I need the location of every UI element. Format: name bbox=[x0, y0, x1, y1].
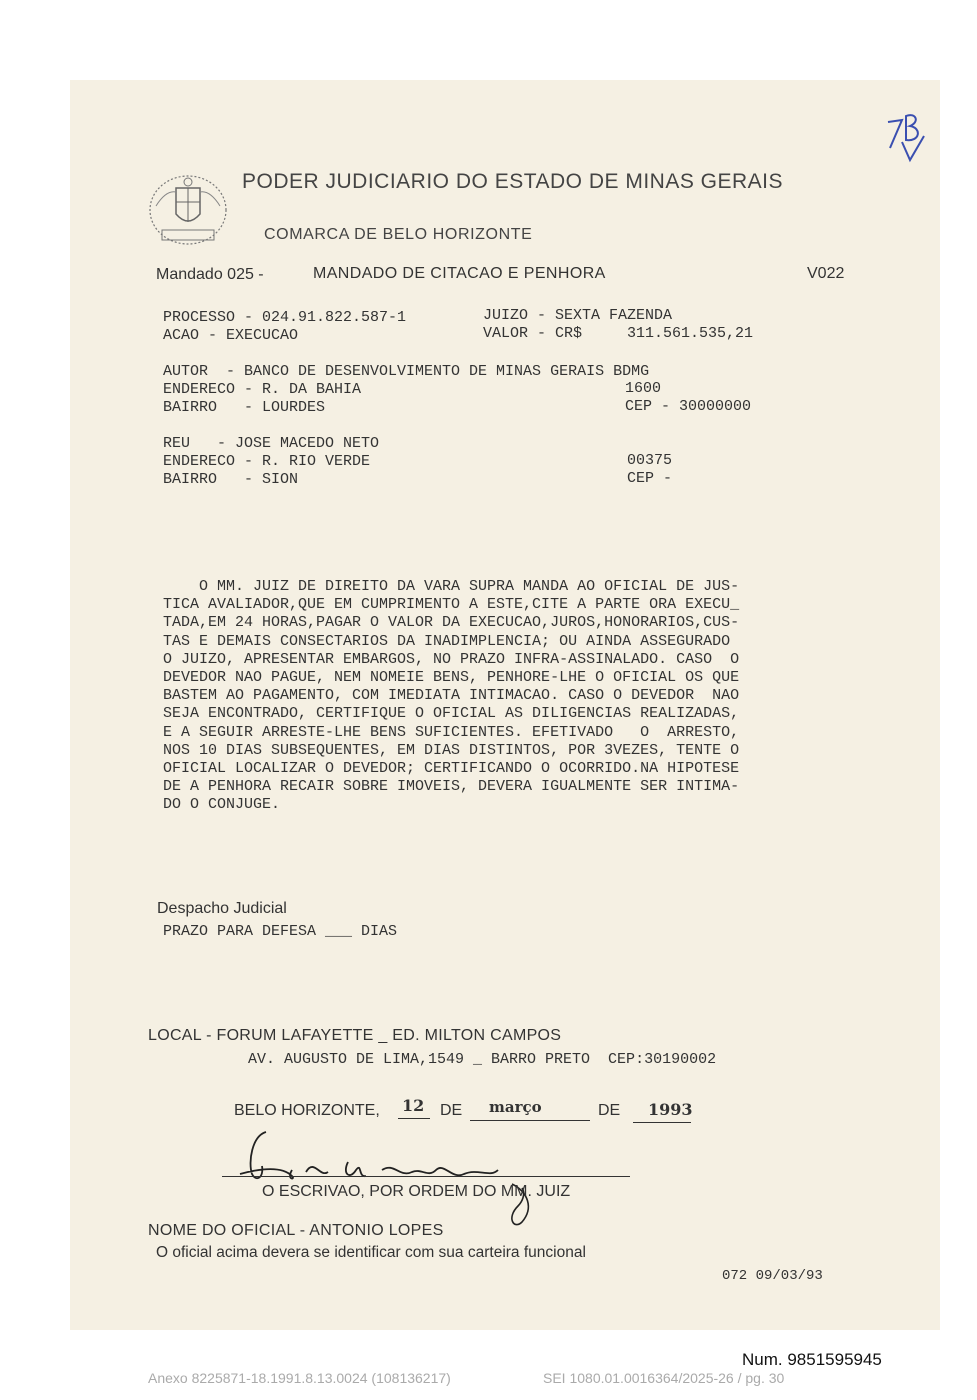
document-number: Num. 9851595945 bbox=[742, 1350, 882, 1369]
form-code: 072 09/03/93 bbox=[722, 1268, 823, 1284]
autor-cep: CEP - 30000000 bbox=[625, 398, 752, 415]
local-label: LOCAL - FORUM LAFAYETTE _ ED. MILTON CAMPOS bbox=[148, 1027, 562, 1044]
valor-field: VALOR - CR$ 311.561.535,21 bbox=[483, 325, 754, 342]
date-de-1: DE bbox=[440, 1102, 463, 1119]
body-line: SEJA ENCONTRADO, CERTIFIQUE O OFICIAL AS DILIGENCIAS REALIZADAS, bbox=[163, 705, 740, 723]
handwritten-page-note bbox=[880, 108, 940, 168]
body-line: NOS 10 DIAS SUBSEQUENTES, EM DIAS DISTINTOS, POR 3VEZES, TENTE O bbox=[163, 741, 740, 759]
oficial-identification-note: O oficial acima devera se identificar com sua carteira funcional bbox=[156, 1244, 586, 1261]
sei-reference: SEI 1080.01.0016364/2025-26 / pg. 30 bbox=[543, 1370, 785, 1386]
autor-bairro: BAIRRO - LOURDES bbox=[163, 399, 326, 416]
processo-number: PROCESSO - 024.91.822.587-1 bbox=[163, 309, 407, 326]
date-day: 12 bbox=[402, 1096, 425, 1115]
body-line: DEVEDOR NAO PAGUE, NEM NOMEIE BENS, PENHORE-LHE O OFICIAL OS QUE bbox=[163, 669, 740, 687]
reu-cep: CEP - bbox=[627, 470, 673, 487]
acao-field: ACAO - EXECUCAO bbox=[163, 327, 299, 344]
reu-bairro: BAIRRO - SION bbox=[163, 471, 299, 488]
year-underline bbox=[633, 1122, 691, 1123]
body-line: E A SEGUIR ARRESTE-LHE BENS SUFICIENTES. EFETIVADO O ARRESTO, bbox=[163, 723, 740, 741]
despacho-label: Despacho Judicial bbox=[157, 900, 287, 917]
reu-endereco: ENDERECO - R. RIO VERDE bbox=[163, 453, 371, 470]
body-line: TICA AVALIADOR,QUE EM CUMPRIMENTO A ESTE,CITE A PARTE ORA EXECU_ bbox=[163, 596, 740, 614]
institution-title: PODER JUDICIARIO DO ESTADO DE MINAS GERAIS bbox=[242, 170, 784, 193]
autor-name: AUTOR - BANCO DE DESENVOLVIMENTO DE MINAS GERAIS BDMG bbox=[163, 363, 650, 380]
body-line: TAS E DEMAIS CONSECTARIOS DA INADIMPLENCIA; OU AINDA ASSEGURADO bbox=[163, 632, 731, 650]
juizo-field: JUIZO - SEXTA FAZENDA bbox=[483, 307, 673, 324]
mandado-body-text bbox=[163, 578, 739, 815]
prazo-defesa: PRAZO PARA DEFESA ___ DIAS bbox=[163, 923, 398, 940]
handwritten-signature bbox=[222, 1122, 562, 1232]
date-de-2: DE bbox=[598, 1102, 621, 1119]
body-line: DE A PENHORA RECAIR SOBRE IMOVEIS, DEVERA IGUALMENTE SER INTIMA- bbox=[163, 778, 740, 796]
mandado-label: Mandado 025 - bbox=[156, 266, 264, 283]
date-city: BELO HORIZONTE, bbox=[234, 1102, 380, 1119]
oficial-name: NOME DO OFICIAL - ANTONIO LOPES bbox=[148, 1222, 444, 1239]
local-address: AV. AUGUSTO DE LIMA,1549 _ BARRO PRETO CEP:30190002 bbox=[248, 1051, 717, 1068]
day-underline bbox=[398, 1118, 430, 1119]
mandado-title: MANDADO DE CITACAO E PENHORA bbox=[313, 265, 606, 282]
comarca-title: COMARCA DE BELO HORIZONTE bbox=[264, 226, 533, 243]
date-month: março bbox=[489, 1098, 542, 1116]
coat-of-arms-seal-icon bbox=[146, 170, 230, 250]
body-line: TADA,EM 24 HORAS,PAGAR O VALOR DA EXECUCAO,JUROS,HONORARIOS,CUS- bbox=[163, 614, 740, 632]
autor-endereco: ENDERECO - R. DA BAHIA bbox=[163, 381, 362, 398]
form-version: V022 bbox=[807, 265, 845, 282]
reu-numero: 00375 bbox=[627, 452, 673, 469]
signature-caption: O ESCRIVAO, POR ORDEM DO MM. JUIZ bbox=[262, 1183, 571, 1200]
body-line: DO O CONJUGE. bbox=[163, 796, 281, 814]
annex-reference: Anexo 8225871-18.1991.8.13.0024 (108136217) bbox=[148, 1370, 451, 1386]
reu-name: REU - JOSE MACEDO NETO bbox=[163, 435, 380, 452]
autor-numero: 1600 bbox=[625, 380, 662, 397]
signature-line bbox=[222, 1176, 630, 1177]
page-note-text bbox=[900, 120, 901, 122]
date-year: 1993 bbox=[648, 1100, 693, 1119]
body-line: BASTEM AO PAGAMENTO, COM IMEDIATA INTIMACAO. CASO O DEVEDOR NAO bbox=[163, 687, 740, 705]
body-line: O MM. JUIZ DE DIREITO DA VARA SUPRA MANDA AO OFICIAL DE JUS- bbox=[163, 578, 740, 595]
body-line: O JUIZO, APRESENTAR EMBARGOS, NO PRAZO INFRA-ASSINALADO. CASO O bbox=[163, 650, 740, 668]
body-line: OFICIAL LOCALIZAR O DEVEDOR; CERTIFICANDO O OCORRIDO.NA HIPOTESE bbox=[163, 760, 740, 778]
month-underline bbox=[470, 1120, 590, 1121]
